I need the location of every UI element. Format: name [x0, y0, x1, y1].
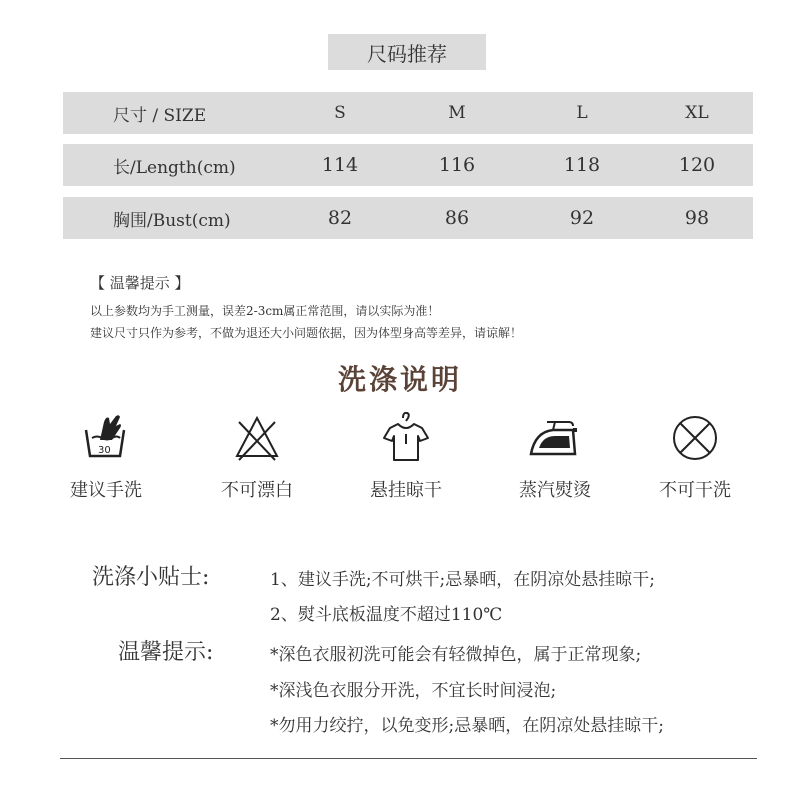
size-tip-line-1: 以上参数均为手工测量，误差2-3cm属正常范围，请以实际为准！	[90, 304, 440, 318]
svg-text:30: 30	[98, 445, 111, 456]
length-row	[63, 144, 753, 186]
warm-tip-2: *深浅色衣服分开洗，不宜长时间浸泡;	[270, 681, 557, 701]
bust-row	[63, 197, 753, 239]
hang-dry-label: 悬挂晾干	[370, 480, 442, 501]
length-value-m: 116	[438, 154, 476, 176]
size-header-label: 尺寸 / SIZE	[113, 105, 207, 126]
warm-tips-title: 温馨提示:	[118, 640, 214, 665]
bust-label: 胸围/Bust(cm)	[113, 210, 231, 231]
hand-wash-label: 建议手洗	[70, 480, 142, 501]
bust-value-m: 86	[444, 207, 470, 229]
bust-value-s: 82	[327, 207, 353, 229]
hand-wash-icon	[76, 408, 136, 468]
size-m: M	[448, 103, 466, 123]
care-tips-title: 洗涤小贴士:	[92, 565, 210, 590]
size-table-header-row	[63, 92, 753, 134]
no-bleach-icon	[227, 408, 287, 468]
hang-dry-icon	[376, 408, 436, 468]
care-tip-1: 1、建议手洗;不可烘干;忌暴晒，在阴凉处悬挂晾干;	[270, 570, 655, 590]
size-xl: XL	[685, 103, 709, 123]
warm-tip-1: *深色衣服初洗可能会有轻微掉色，属于正常现象;	[270, 645, 642, 665]
no-dry-clean-icon	[665, 408, 725, 468]
no-dry-clean-label: 不可干洗	[659, 480, 731, 501]
bust-value-xl: 98	[684, 207, 710, 229]
hang-dry-item	[336, 408, 476, 502]
no-bleach-label: 不可漂白	[221, 480, 293, 501]
bottom-divider	[60, 758, 757, 759]
bust-value-l: 92	[569, 207, 595, 229]
no-bleach-item	[187, 408, 327, 502]
no-dry-clean-item	[625, 408, 765, 502]
size-tips-title: 【 温馨提示 】	[90, 274, 190, 292]
care-tip-2: 2、熨斗底板温度不超过110℃	[270, 605, 503, 625]
size-l: L	[576, 103, 588, 123]
steam-iron-icon	[525, 408, 585, 468]
length-label: 长/Length(cm)	[113, 157, 236, 178]
wash-instructions-title: 洗涤说明	[337, 363, 462, 396]
steam-iron-label: 蒸汽熨烫	[519, 480, 591, 501]
length-value-s: 114	[321, 154, 359, 176]
length-value-xl: 120	[678, 154, 716, 176]
steam-iron-item	[485, 408, 625, 502]
hand-wash-item	[36, 408, 176, 502]
size-recommendation-title: 尺码推荐	[328, 34, 486, 70]
length-value-l: 118	[563, 154, 601, 176]
size-s: S	[334, 103, 346, 123]
size-tip-line-2: 建议尺寸只作为参考，不做为退还大小问题依据，因为体型身高等差异，请谅解！	[90, 326, 523, 340]
warm-tip-3: *勿用力绞拧，以免变形;忌暴晒，在阴凉处悬挂晾干;	[270, 716, 664, 736]
